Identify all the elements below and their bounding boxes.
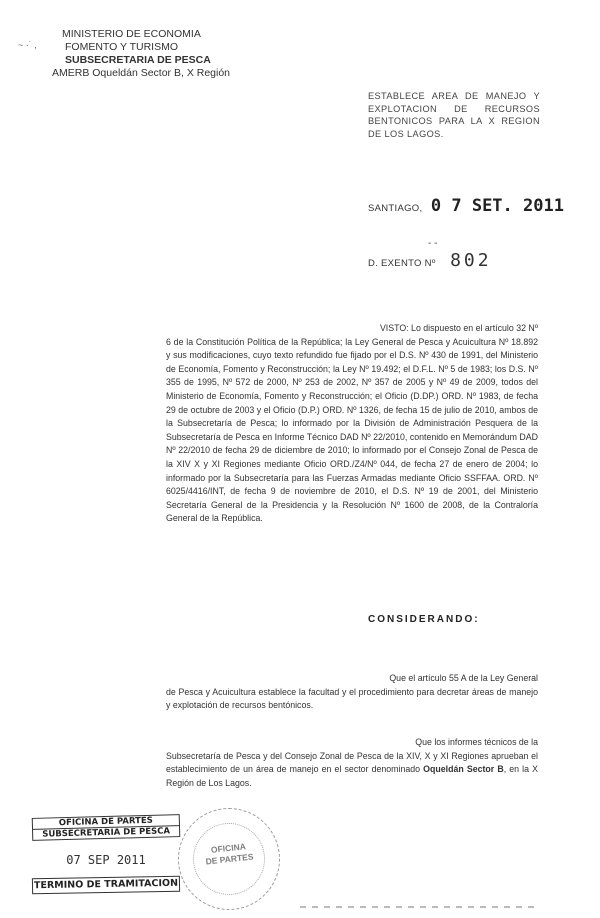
considerando-2-text-b: , en la X Región de Los Lagos.: [166, 764, 539, 788]
date: 0 7 SET. 2011: [430, 196, 564, 216]
decree-subject: ESTABLECE AREA DE MANEJO Y EXPLOTACION DE RECURSOS BENTONICOS PARA LA X REGION DE LOS LAGOS.: [368, 91, 540, 139]
considerando-heading: CONSIDERANDO:: [368, 614, 480, 625]
considerando-2-rest: [166, 750, 538, 791]
visto-paragraph: [166, 322, 538, 526]
bottom-smudge: [300, 906, 540, 908]
decree-number: 802: [450, 250, 492, 271]
stamp-line-2: SUBSECRETARIA DE PESCA: [42, 826, 171, 840]
stamp-date: 07 SEP 2011: [66, 853, 146, 867]
considerando-2-first: Que los informes técnicos de la: [415, 737, 538, 747]
stamp-footer-box: [32, 876, 180, 895]
sector-name: Oqueldán Sector B: [423, 764, 504, 775]
considerando-1-rest: de Pesca y Acuicultura establece la facultad y el procedimiento para decretar áreas de manejo y explotación de recursos bentónicos.: [166, 686, 538, 711]
stamp-footer: TERMINO DE TRAMITACION: [33, 877, 179, 892]
ministry-name: MINISTERIO DE ECONOMIA: [62, 28, 201, 40]
place-date: [368, 196, 564, 216]
visto-body: 6 de la Constitución Política de la República; la Ley General de Pesca y Acuicultura Nº 18.892 y sus modificaciones, cuyo texto refundido fue fijado por el D.S. Nº 430 de 1991, del Ministerio de Economía, Fomento y Reconstrucción; la Ley Nº 19.492; el D.F.L. Nº 5 de 1983; los D.S. Nº 355 de 1995, Nº 572 de 2000, Nº 253 de 2002, Nº 357 de 2005 y Nº 49 de 2009, todos del Ministerio de Economía, Fomento y Reconstrucción; el Oficio (D.DP.) ORD. Nº 1983, de fecha 29 de octubre de 2003 y el Oficio (D.P.) ORD. Nº 1326, de fecha 15 de julio de 2010, ambos de la Subsecretaría de Pesca; lo informado por la División de Administración Pesquera de la Subsecretaría de Pesca en Informe Técnico DAD Nº 22/2010, contenido en Memorándum DAD Nº 22/2010 de fecha 29 de diciembre de 2010; lo informado por el Consejo Zonal de Pesca de la XIV X y XI Regiones mediante Oficio ORD./Z4/Nº 044, de fecha 27 de enero de 2004; lo informado por la Subsecretaría para las Fuerzas Armadas mediante Oficio SSFFAA. ORD. Nº 6025/4416/INT, de fecha 9 de noviembre de 2010, el D.S. Nº 19 de 2001, del Ministerio Secretaría General de la Presidencia y la Resolución Nº 1600 de 2008, de la Contraloría General de la República.: [166, 336, 538, 524]
subsecretaria-name: SUBSECRETARIA DE PESCA: [65, 54, 211, 66]
round-seal-line-1: OFICINA: [210, 841, 247, 855]
considerando-paragraph-2: [166, 736, 538, 790]
considerando-2-text-a: Subsecretaría de Pesca y del Consejo Zonal de Pesca de la XIV, X y XI Regiones aprueban el establecimiento de un área de manejo en el sector denominado: [166, 750, 538, 775]
place: SANTIAGO,: [368, 203, 423, 214]
reference-line: AMERB Oqueldán Sector B, X Región: [52, 67, 231, 79]
considerando-paragraph-1: [166, 672, 538, 713]
stamp-top-box: [32, 814, 181, 841]
oficina-partes-stamp: [32, 816, 180, 893]
decree-number-marks: - -: [428, 238, 438, 249]
decree-number-line: [368, 250, 492, 271]
decree-label: D. EXENTO Nº: [368, 258, 436, 269]
ministry-subtitle: FOMENTO Y TURISMO: [65, 41, 178, 53]
visto-first-line: VISTO: Lo dispuesto en el artículo 32 Nº: [379, 323, 538, 333]
letterhead-scribble: ~ ·˙ ,: [18, 40, 37, 50]
round-seal-line-2: DE PARTES: [205, 851, 254, 867]
round-seal: [178, 808, 280, 910]
letterhead: [52, 28, 230, 80]
stamp-line-1: OFICINA DE PARTES: [33, 815, 179, 830]
considerando-1-first: Que el artículo 55 A de la Ley General: [389, 673, 538, 683]
